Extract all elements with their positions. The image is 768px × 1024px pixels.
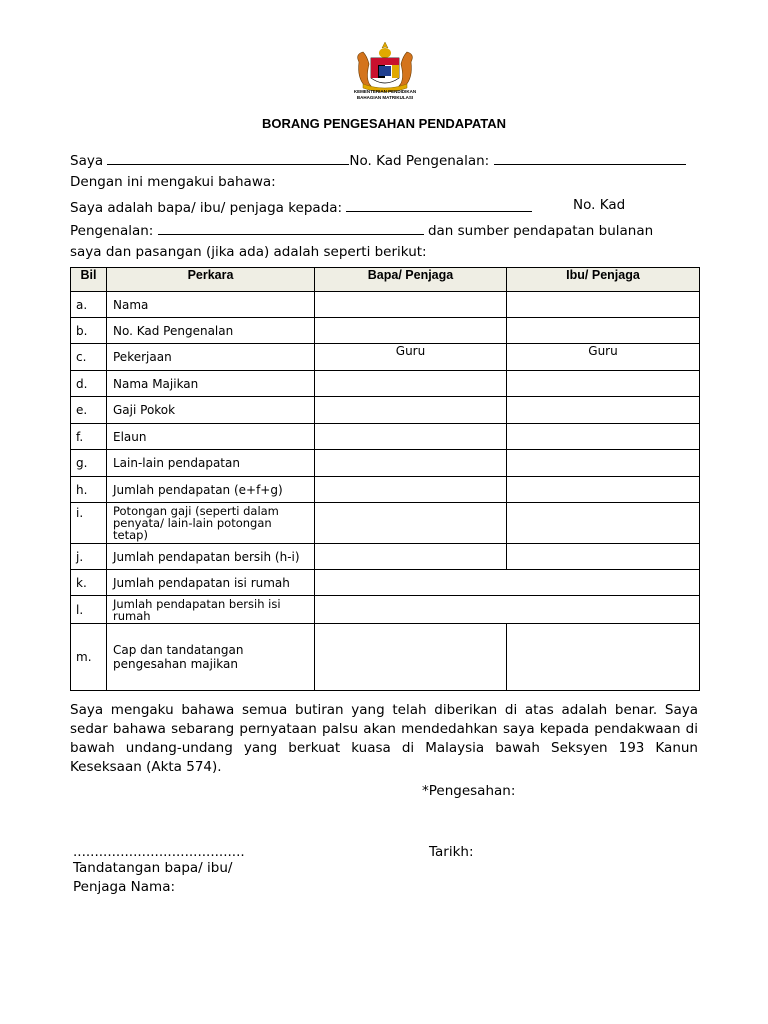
ibu-value-cell[interactable] [507,318,700,344]
pengenalan-label: Pengenalan: [70,223,154,239]
row-bil: m. [71,624,107,691]
table-row [71,292,700,318]
table-row [71,450,700,477]
row-perkara: Pekerjaan [107,344,315,371]
table-row [71,503,700,544]
name-field[interactable] [107,150,349,165]
table-row [71,544,700,570]
line-saya [70,150,686,169]
row-perkara: Jumlah pendapatan bersih (h-i) [107,544,315,570]
ministry-line1: KEMENTERIAN PENDIDIKAN [353,89,417,94]
row-bil: i. [71,503,107,544]
row-bil: f. [71,424,107,450]
bapa-value-cell[interactable]: Guru [315,344,507,371]
ibu-value-cell[interactable] [507,371,700,397]
income-table [70,267,700,691]
child-ic-field[interactable] [158,220,424,235]
bapa-value-cell[interactable] [315,544,507,570]
pengesahan-label: *Pengesahan: [422,783,516,799]
bapa-value-cell[interactable] [315,371,507,397]
ibu-value-cell[interactable] [507,544,700,570]
bapa-value-cell[interactable] [315,503,507,544]
bapa-value-cell[interactable] [315,318,507,344]
row-perkara: Nama Majikan [107,371,315,397]
row-bil: j. [71,544,107,570]
header-ibu: Ibu/ Penjaga [507,268,700,292]
saya-label: Saya [70,153,104,169]
bapa-value-cell[interactable] [315,397,507,424]
ibu-value-cell[interactable] [507,450,700,477]
row-perkara: Cap dan tandatangan pengesahan majikan [107,624,315,691]
table-row [71,344,700,371]
bapa-value-cell[interactable] [315,424,507,450]
header-perkara: Perkara [107,268,315,292]
table-row [71,371,700,397]
no-kad-label: No. Kad [573,197,626,213]
tarikh-label: Tarikh: [429,844,474,860]
row-bil: e. [71,397,107,424]
row-bil: c. [71,344,107,371]
row-perkara: Jumlah pendapatan bersih isi rumah [107,596,315,624]
declaration-paragraph: Saya mengaku bahawa semua butiran yang telah diberikan di atas adalah benar. Saya sedar bahawa sebarang pernyataan palsu akan mendedahkan saya kepada pendakwaan di bawah undang-undang yang berkuat kuasa di Malaysia bawah Seksyen 193 Kanun Keseksaan (Akta 574). [70,702,698,775]
table-row [71,318,700,344]
household-net-value-cell[interactable] [315,596,700,624]
ibu-stamp-cell[interactable] [507,624,700,691]
row-perkara: Elaun [107,424,315,450]
row-perkara: Jumlah pendapatan (e+f+g) [107,477,315,503]
signature-label-line1: Tandatangan bapa/ ibu/ [73,860,233,876]
row-bil: d. [71,371,107,397]
signature-dots: ........................................ [73,844,245,860]
table-row [71,624,700,691]
no-kp-label: No. Kad Pengenalan: [349,153,490,169]
bapa-value-cell[interactable] [315,292,507,318]
row-perkara: Potongan gaji (seperti dalam penyata/ lain-lain potongan tetap) [107,503,315,544]
ministry-label [330,89,440,101]
ministry-line2: BAHAGIAN MATRIKULASI [356,95,414,100]
pasangan-text: saya dan pasangan (jika ada) adalah seperti berikut: [70,244,427,260]
ic-number-field[interactable] [494,150,686,165]
table-row [71,596,700,624]
row-perkara: Lain-lain pendapatan [107,450,315,477]
ibu-value-cell[interactable] [507,424,700,450]
signature-label-line2: Penjaga Nama: [73,879,176,895]
bapa-stamp-cell[interactable] [315,624,507,691]
table-row [71,397,700,424]
sumber-label: dan sumber pendapatan bulanan [427,223,654,239]
ibu-value-cell[interactable] [507,397,700,424]
ibu-value-cell[interactable] [507,292,700,318]
bapa-ibu-label: Saya adalah bapa/ ibu/ penjaga kepada: [70,200,343,216]
header-bil: Bil [71,268,107,292]
row-perkara: Nama [107,292,315,318]
row-perkara: Jumlah pendapatan isi rumah [107,570,315,596]
line-bapa-ibu [70,197,532,216]
row-bil: g. [71,450,107,477]
table-row [71,477,700,503]
bapa-value-cell[interactable] [315,477,507,503]
line-pengenalan [70,220,653,239]
row-bil: k. [71,570,107,596]
child-name-field[interactable] [346,197,532,212]
row-perkara: Gaji Pokok [107,397,315,424]
row-perkara: No. Kad Pengenalan [107,318,315,344]
header-bapa: Bapa/ Penjaga [315,268,507,292]
mengakui-text: Dengan ini mengakui bahawa: [70,174,276,190]
bapa-value-cell[interactable] [315,450,507,477]
ibu-value-cell[interactable] [507,477,700,503]
row-bil: l. [71,596,107,624]
ibu-value-cell[interactable]: Guru [507,344,700,371]
household-value-cell[interactable] [315,570,700,596]
table-row [71,570,700,596]
form-title: BORANG PENGESAHAN PENDAPATAN [261,116,507,131]
table-header-row [71,268,700,292]
row-bil: a. [71,292,107,318]
table-row [71,424,700,450]
ibu-value-cell[interactable] [507,503,700,544]
row-bil: h. [71,477,107,503]
row-bil: b. [71,318,107,344]
